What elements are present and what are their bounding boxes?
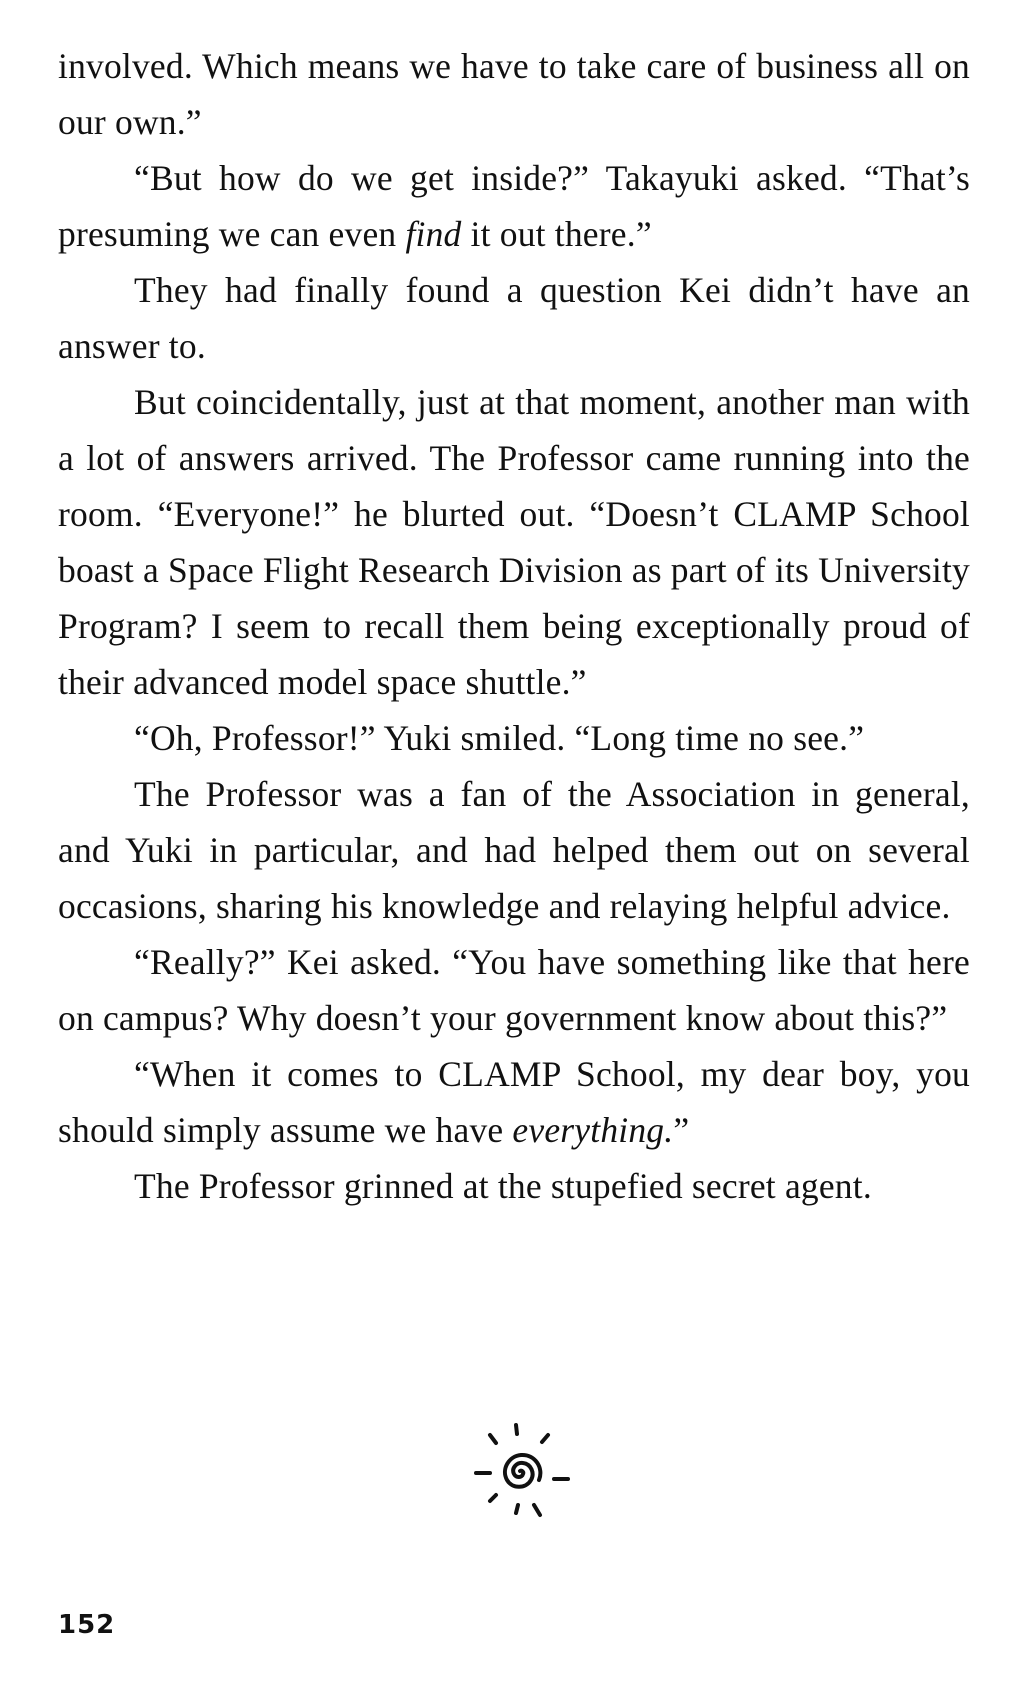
paragraph-6 bbox=[58, 766, 970, 934]
paragraph-7-text: “Really?” Kei asked. “You have something like that here on campus? Why doesn’t your government know about this?” bbox=[58, 942, 970, 1038]
paragraph-9 bbox=[58, 1158, 970, 1214]
paragraph-4-text: But coincidentally, just at that moment, another man with a lot of answers arrived. The Professor came running into the room. “Everyone!” he blurted out. “Doesn’t CLAMP School boast a Space Flight Research Division as part of its University Program? I seem to recall them being exceptionally proud of their advanced model space shuttle.” bbox=[58, 382, 970, 702]
paragraph-1 bbox=[58, 38, 970, 150]
paragraph-8-text-b: ” bbox=[673, 1110, 690, 1150]
paragraph-6-text: The Professor was a fan of the Association in general, and Yuki in particular, and had helped them out on several occasions, sharing his knowledge and relaying helpful advice. bbox=[58, 774, 970, 926]
paragraph-2 bbox=[58, 150, 970, 262]
paragraph-2-text-b: it out there.” bbox=[461, 214, 652, 254]
body-text bbox=[58, 38, 970, 1214]
paragraph-2-text-a: “But how do we get inside?” Takayuki asked. “That’s presuming we can even bbox=[58, 158, 970, 254]
paragraph-5 bbox=[58, 710, 970, 766]
paragraph-1-text: involved. Which means we have to take care of business all on our own.” bbox=[58, 46, 970, 142]
paragraph-8-text-a: “When it comes to CLAMP School, my dear boy, you should simply assume we have bbox=[58, 1054, 970, 1150]
page-number: 152 bbox=[58, 1610, 116, 1640]
paragraph-8-italic: everything. bbox=[512, 1110, 674, 1150]
paragraph-2-italic: find bbox=[405, 214, 462, 254]
paragraph-7 bbox=[58, 934, 970, 1046]
paragraph-3 bbox=[58, 262, 970, 374]
paragraph-4 bbox=[58, 374, 970, 710]
paragraph-8 bbox=[58, 1046, 970, 1158]
paragraph-5-text: “Oh, Professor!” Yuki smiled. “Long time no see.” bbox=[134, 718, 865, 758]
paragraph-9-text: The Professor grinned at the stupefied secret agent. bbox=[134, 1166, 872, 1206]
spiral-sun-icon bbox=[460, 1415, 580, 1525]
paragraph-3-text: They had finally found a question Kei didn’t have an answer to. bbox=[58, 270, 970, 366]
